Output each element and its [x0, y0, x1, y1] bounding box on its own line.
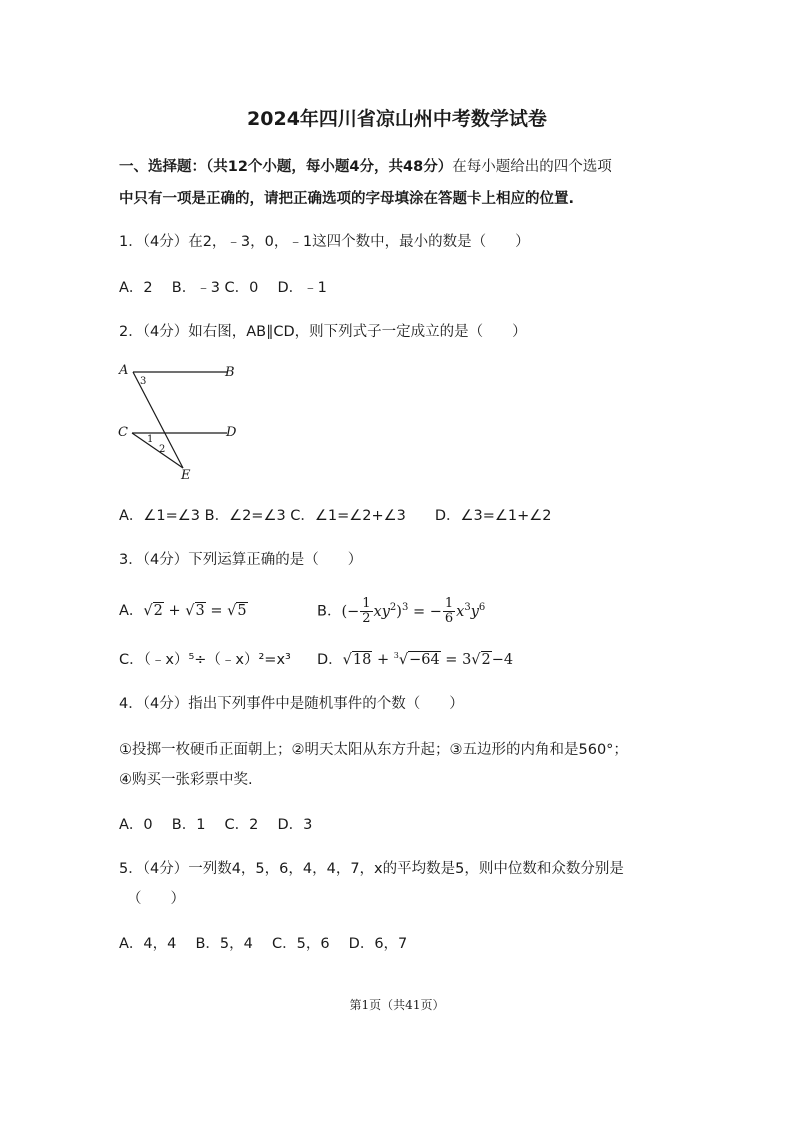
q3-a-radicand-3: 5 [237, 603, 247, 619]
angle-2-label: 2 [159, 444, 166, 455]
q3-d-tail: −4 [491, 652, 514, 668]
label-c: C [118, 425, 128, 440]
q3-option-d-label: D． [317, 652, 343, 668]
q4-events-line2: ④购买一张彩票中奖. [119, 772, 253, 788]
q3-d-root-index: 3 [393, 651, 399, 660]
q4-options: A．0 B．1 C．2 D．3 [119, 817, 313, 833]
q3-b-y-exp: 6 [478, 601, 486, 613]
q2-options: A．∠1=∠3 B．∠2=∠3 C．∠1=∠2+∠3 D．∠3=∠1+∠2 [119, 508, 552, 524]
q3-b-y: y [470, 603, 479, 620]
q3-b-equals: = − [408, 603, 442, 620]
q1-stem: 1．（4分）在2，﹣3，0，﹣1这四个数中，最小的数是（ ） [119, 234, 530, 250]
q3-d-radicand-1: 18 [352, 652, 372, 668]
section-heading: 一、选择题：（共12个小题，每小题4分，共48分） [119, 159, 453, 175]
q3-b-den-1: 2 [362, 611, 371, 626]
q3-option-b [317, 597, 485, 626]
q5-paren: （ ） [127, 891, 185, 907]
q3-option-d: D．√18 + $^3$√−64 = 3√2−4 [317, 651, 514, 668]
q3-b-num-1: 1 [362, 596, 371, 611]
q5-options: A．4，4 B．5，4 C．5，6 D．6，7 [119, 936, 408, 952]
q4-events-line1: ①投掷一枚硬币正面朝上；②明天太阳从东方升起；③五边形的内角和是560°； [119, 742, 628, 758]
q3-d-radicand-2: −64 [409, 652, 440, 668]
label-d: D [226, 425, 237, 440]
q3-stem: 3．（4分）下列运算正确的是（ ） [119, 552, 363, 568]
q1-options: A．2 B．﹣3 C．0 D．﹣1 [119, 280, 327, 296]
label-e: E [181, 468, 191, 482]
q3-option-b-label: B． [317, 603, 342, 620]
q3-a-equals: = [205, 603, 228, 619]
q3-b-num-2: 1 [444, 596, 454, 611]
q3-b-x: x [456, 603, 465, 620]
q3-b-x-exp: 3 [464, 601, 471, 613]
q3-b-den-2: 6 [444, 611, 454, 626]
q3-b-exp-2: 3 [401, 601, 409, 613]
angle-1-label: 1 [147, 434, 154, 445]
page-footer: 第1页（共41页） [349, 998, 445, 1012]
section-heading-line1 [119, 157, 612, 177]
q3-a-radicand-1: 2 [153, 603, 163, 619]
q3-b-open: (− [341, 603, 360, 620]
q2-stem: 2．（4分）如右图，AB∥CD，则下列式子一定成立的是（ ） [119, 324, 527, 340]
q3-b-close: ) [396, 603, 402, 620]
label-b: B [225, 365, 235, 380]
q3-b-fraction-2 [443, 597, 455, 626]
q3-b-xy: xy [373, 603, 390, 620]
q3-d-radicand-3: 2 [481, 652, 491, 668]
q2-parallel-lines-figure [115, 360, 250, 482]
q5-stem: 5．（4分）一列数4，5，6，4，4，7，x的平均数是5，则中位数和众数分别是 [119, 861, 624, 877]
page-title: 2024年四川省凉山州中考数学试卷 [247, 108, 547, 130]
section-instruction: 在每小题给出的四个选项 [452, 159, 612, 175]
q3-b-fraction-1 [360, 597, 372, 626]
angle-3-label: 3 [140, 376, 147, 387]
q3-option-c: C．（﹣x）⁵÷（﹣x）²=x³ [119, 652, 291, 668]
q3-option-a-label: A． [119, 603, 144, 619]
q3-option-a: A．√2 + √3 = √5 [119, 603, 247, 619]
label-a: A [119, 363, 129, 378]
section-heading-line2: 中只有一项是正确的，请把正确选项的字母填涂在答题卡上相应的位置. [119, 191, 575, 207]
q4-stem: 4．（4分）指出下列事件中是随机事件的个数（ ） [119, 696, 464, 712]
q3-d-plus: + [372, 652, 394, 668]
q3-a-radicand-2: 3 [195, 603, 205, 619]
q3-d-equals: = 3 [440, 652, 472, 668]
q3-b-exp-1: 2 [389, 601, 397, 613]
q3-a-plus: + [163, 603, 186, 619]
